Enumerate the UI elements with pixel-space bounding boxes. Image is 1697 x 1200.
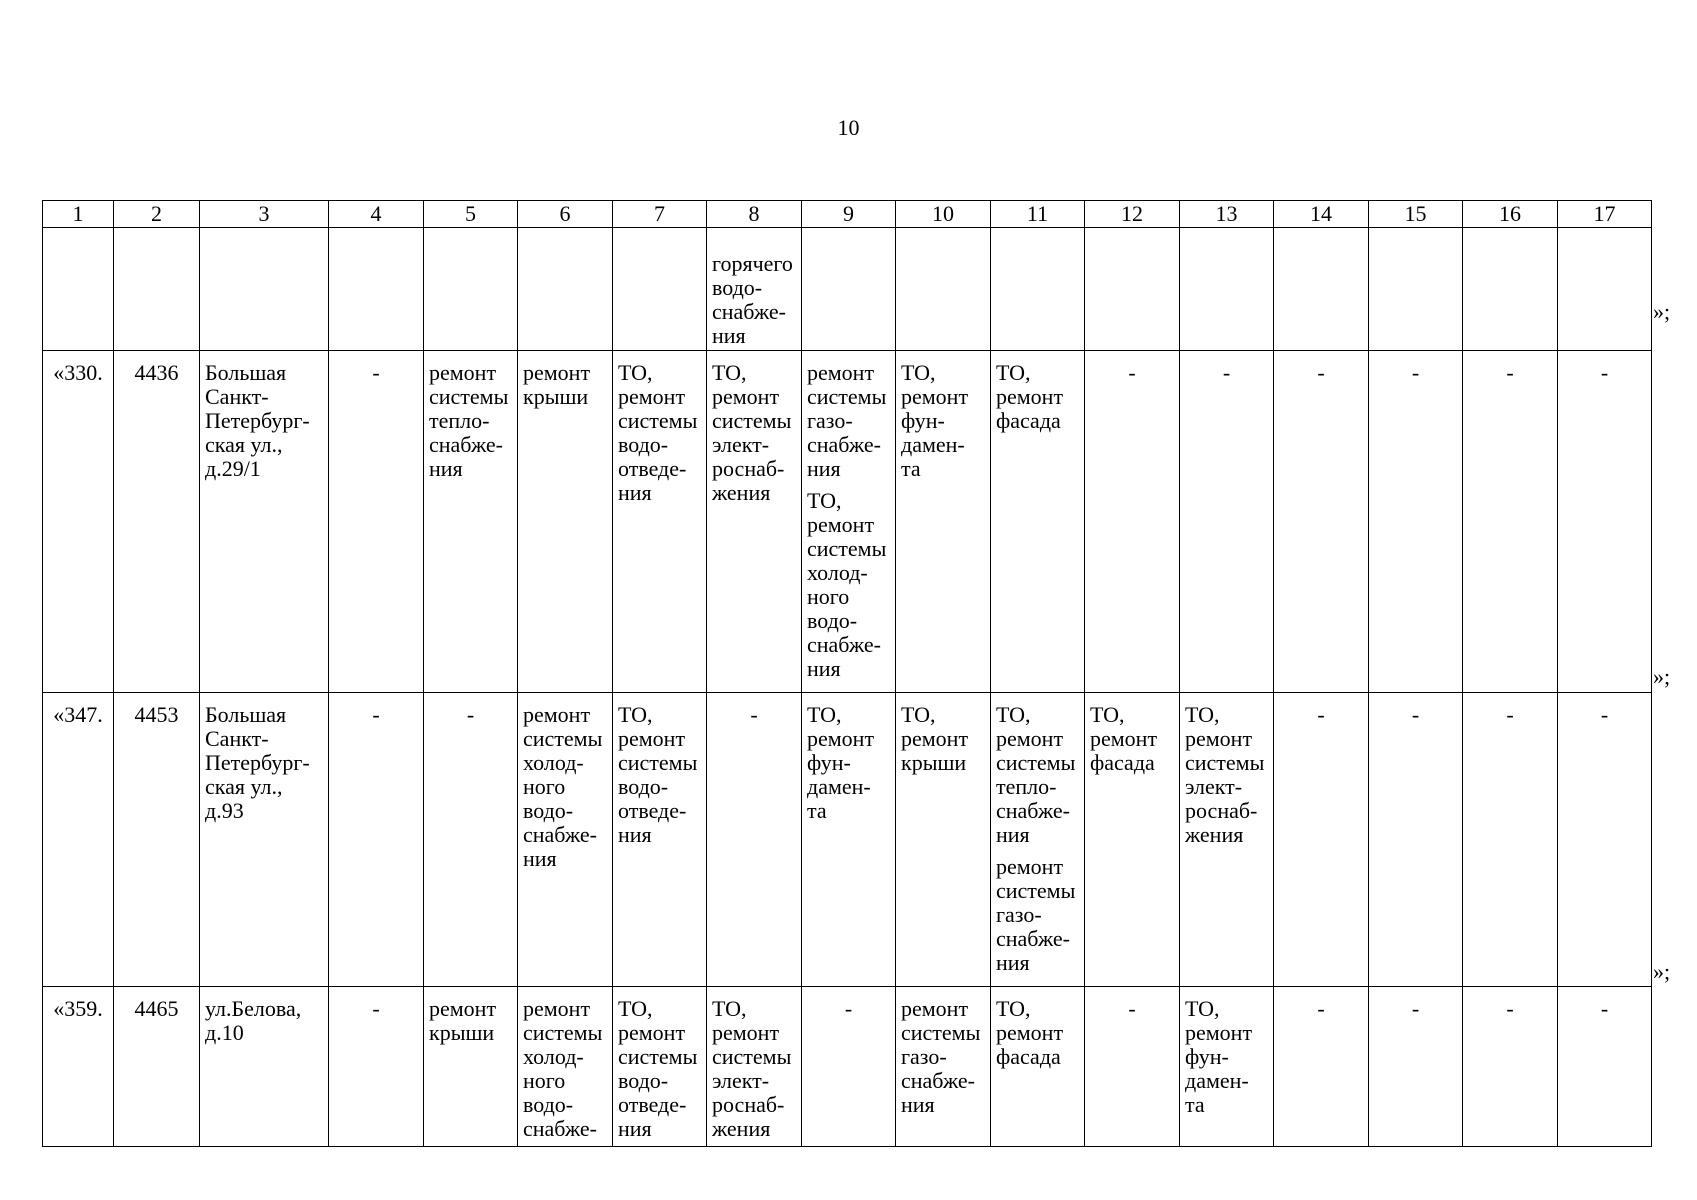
- cell-text-line: водо-: [523, 1092, 574, 1117]
- cell-work-type: [613, 987, 707, 1147]
- cell-text-line: ния: [429, 456, 463, 481]
- cell-text-line: дамен-: [807, 774, 871, 799]
- cell-address: [200, 351, 329, 693]
- cell-text-line: ТО,: [996, 996, 1031, 1021]
- column-number: 6: [518, 201, 613, 228]
- cell-text-line: ремонт: [712, 1020, 780, 1045]
- cell-text-line: д.10: [205, 1020, 244, 1045]
- cell-text-line: ТО,: [807, 488, 842, 513]
- cell-text-line: элект-: [712, 1068, 770, 1093]
- cell-text-line: ремонт: [901, 384, 969, 409]
- cell-work-type: [518, 351, 613, 693]
- column-number: 17: [1558, 201, 1652, 228]
- cell-paragraph: [996, 703, 1079, 847]
- cell-text-line: ремонт: [429, 996, 497, 1021]
- column-number: 4: [329, 201, 424, 228]
- column-number: 16: [1463, 201, 1558, 228]
- cell-text-line: жения: [1185, 822, 1244, 847]
- cell-work-type: -: [329, 987, 424, 1147]
- column-number: 12: [1085, 201, 1180, 228]
- cell-text-line: ремонт: [807, 360, 875, 385]
- cell-text-line: ремонт: [523, 996, 591, 1021]
- cell-text-line: та: [901, 456, 921, 481]
- cell-work-type: [707, 987, 802, 1147]
- repair-schedule-table: [42, 200, 1652, 1147]
- cell-text-line: ремонт: [1185, 726, 1253, 751]
- cell-text-line: Петербург-: [205, 750, 310, 775]
- cell-text-line: системы: [807, 536, 887, 561]
- cell-text-line: системы: [618, 1044, 698, 1069]
- cell-text-line: системы: [807, 384, 887, 409]
- cell-text-line: ТО,: [712, 996, 747, 1021]
- cell-work-type: -: [1463, 987, 1558, 1147]
- cell-text-line: водо-: [618, 1068, 669, 1093]
- cell-text-line: тепло-: [429, 408, 490, 433]
- cell-text-line: отведе-: [618, 456, 687, 481]
- cell-work-type: [424, 987, 518, 1147]
- cell-text-line: системы: [523, 1020, 603, 1045]
- cell-text-line: газо-: [807, 408, 853, 433]
- cell-work-type: [613, 351, 707, 693]
- cell-text-line: ремонт: [523, 702, 591, 727]
- cell-text-line: горячего: [712, 251, 793, 276]
- cell-work-type: [707, 228, 802, 351]
- cell-text-line: снабже-: [807, 432, 881, 457]
- table-row: [43, 987, 1652, 1147]
- cell-text-line: фун-: [807, 750, 851, 775]
- cell-text-line: Петербург-: [205, 408, 310, 433]
- cell-work-type: -: [707, 693, 802, 987]
- cell-address: [200, 693, 329, 987]
- column-number: 3: [200, 201, 329, 228]
- column-number: 14: [1274, 201, 1369, 228]
- cell-text-line: ремонт: [618, 384, 686, 409]
- cell-work-type: -: [1369, 693, 1463, 987]
- cell-text-line: ТО,: [618, 996, 653, 1021]
- cell-text-line: роснаб-: [1185, 798, 1258, 823]
- cell-text-line: системы: [523, 726, 603, 751]
- cell-text-line: снабже-: [807, 632, 881, 657]
- cell-text-line: ремонт: [996, 854, 1064, 879]
- cell-text-line: ремонт: [901, 726, 969, 751]
- row-end-mark: »;: [1653, 959, 1671, 984]
- cell-work-type: -: [329, 693, 424, 987]
- cell-work-type: [991, 693, 1085, 987]
- cell-text-line: Большая: [205, 360, 287, 385]
- column-number: 5: [424, 201, 518, 228]
- cell-text-line: ТО,: [618, 360, 653, 385]
- cell-text-line: крыши: [901, 750, 967, 775]
- cell-paragraph: [996, 855, 1079, 975]
- cell-text-line: та: [1185, 1092, 1205, 1117]
- cell-text-line: ния: [996, 950, 1030, 975]
- cell-text-line: водо-: [618, 774, 669, 799]
- cell-work-type: -: [1180, 351, 1274, 693]
- cell-text-line: фун-: [901, 408, 945, 433]
- cell-text-line: роснаб-: [712, 456, 785, 481]
- cell-text-line: фасада: [1090, 750, 1155, 775]
- cell-text-line: холод-: [523, 750, 584, 775]
- cell-text-line: ния: [807, 656, 841, 681]
- cell-text-line: дамен-: [1185, 1068, 1249, 1093]
- cell-work-type: [896, 693, 991, 987]
- cell-work-type: [424, 351, 518, 693]
- cell-text-line: ремонт: [429, 360, 497, 385]
- cell-work-type: -: [424, 693, 518, 987]
- cell-text-line: ния: [618, 1116, 652, 1141]
- cell-text-line: ремонт: [523, 360, 591, 385]
- cell-text-line: отведе-: [618, 798, 687, 823]
- cell-text-line: ного: [523, 1068, 566, 1093]
- cell-work-type: [991, 351, 1085, 693]
- cell-text-line: ния: [807, 456, 841, 481]
- cell-text-line: ремонт: [1185, 1020, 1253, 1045]
- cell-text-line: системы: [996, 878, 1076, 903]
- cell-work-type: [707, 351, 802, 693]
- cell-text-line: водо-: [712, 275, 763, 300]
- cell-text-line: ремонт: [996, 384, 1064, 409]
- cell-text-line: фасада: [996, 1044, 1061, 1069]
- cell-text-line: газо-: [996, 902, 1042, 927]
- cell-text-line: снабже-: [523, 822, 597, 847]
- cell-work-type: -: [1274, 987, 1369, 1147]
- cell-text-line: водо-: [523, 798, 574, 823]
- cell-text-line: ного: [807, 584, 850, 609]
- column-number: 2: [114, 201, 200, 228]
- row-end-mark: »;: [1653, 299, 1671, 324]
- cell-text-line: д.29/1: [205, 456, 261, 481]
- cell-text-line: ремонт: [807, 512, 875, 537]
- cell-work-type: -: [1274, 351, 1369, 693]
- cell-text-line: ремонт: [807, 726, 875, 751]
- cell-work-type: [1180, 693, 1274, 987]
- column-number: 13: [1180, 201, 1274, 228]
- cell-row-number: «359.: [43, 987, 114, 1147]
- cell-text-line: д.93: [205, 798, 244, 823]
- cell-text-line: ТО,: [901, 702, 936, 727]
- cell-text-line: жения: [712, 1116, 771, 1141]
- cell-text-line: системы: [429, 384, 509, 409]
- cell-text-line: снабже-: [429, 432, 503, 457]
- cell-text-line: ТО,: [807, 702, 842, 727]
- cell-work-type: [613, 693, 707, 987]
- cell-work-type: [1180, 987, 1274, 1147]
- cell-text-line: водо-: [807, 608, 858, 633]
- cell-text-line: ремонт: [1090, 726, 1158, 751]
- cell-work-type: -: [1558, 987, 1652, 1147]
- cell-work-type: [518, 987, 613, 1147]
- cell-text-line: ремонт: [618, 726, 686, 751]
- cell-text-line: ул.Белова,: [205, 996, 302, 1021]
- column-number-row: [43, 201, 1652, 228]
- cell-work-type: [518, 693, 613, 987]
- cell-text-line: дамен-: [901, 432, 965, 457]
- column-number: 15: [1369, 201, 1463, 228]
- cell-code: 4436: [114, 351, 200, 693]
- cell-text-line: фун-: [1185, 1044, 1229, 1069]
- row-end-mark: »;: [1653, 664, 1671, 689]
- cell-text-line: Санкт-: [205, 384, 269, 409]
- cell-text-line: ного: [523, 774, 566, 799]
- cell-text-line: системы: [712, 408, 792, 433]
- cell-text-line: системы: [1185, 750, 1265, 775]
- cell-paragraph: [807, 489, 890, 681]
- cell-text-line: ТО,: [996, 702, 1031, 727]
- column-number: 10: [896, 201, 991, 228]
- column-number: 9: [802, 201, 896, 228]
- cell-work-type: -: [1085, 987, 1180, 1147]
- page-number: 10: [837, 115, 860, 140]
- cell-code: 4453: [114, 693, 200, 987]
- cell-text-line: снабже-: [996, 798, 1070, 823]
- table-row: [43, 351, 1652, 693]
- cell-text-line: ТО,: [996, 360, 1031, 385]
- cell-work-type: -: [1463, 693, 1558, 987]
- cell-work-type: [896, 351, 991, 693]
- cell-work-type: -: [329, 351, 424, 693]
- cell-text-line: ремонт: [712, 384, 780, 409]
- cell-work-type: -: [1369, 987, 1463, 1147]
- cell-work-type: -: [1085, 351, 1180, 693]
- cell-text-line: системы: [712, 1044, 792, 1069]
- cell-paragraph: [807, 361, 890, 481]
- cell-text-line: ТО,: [1185, 996, 1220, 1021]
- column-number: 11: [991, 201, 1085, 228]
- cell-text-line: ремонт: [901, 996, 969, 1021]
- cell-text-line: газо-: [901, 1044, 947, 1069]
- table-row: [43, 228, 1652, 351]
- cell-row-number: «330.: [43, 351, 114, 693]
- cell-text-line: ния: [901, 1092, 935, 1117]
- cell-text-line: ремонт: [618, 1020, 686, 1045]
- cell-work-type: -: [1558, 351, 1652, 693]
- cell-text-line: снабже-: [523, 1116, 597, 1141]
- cell-text-line: водо-: [618, 432, 669, 457]
- cell-work-type: [802, 693, 896, 987]
- column-number: 8: [707, 201, 802, 228]
- cell-text-line: та: [807, 798, 827, 823]
- cell-text-line: ТО,: [901, 360, 936, 385]
- cell-text-line: системы: [901, 1020, 981, 1045]
- cell-work-type: -: [1274, 693, 1369, 987]
- column-number: 7: [613, 201, 707, 228]
- cell-text-line: элект-: [712, 432, 770, 457]
- cell-text-line: системы: [996, 750, 1076, 775]
- cell-work-type: [802, 351, 896, 693]
- cell-text-line: ТО,: [1185, 702, 1220, 727]
- cell-text-line: ТО,: [712, 360, 747, 385]
- cell-work-type: [1085, 693, 1180, 987]
- cell-text-line: снабже-: [901, 1068, 975, 1093]
- cell-text-line: холод-: [523, 1044, 584, 1069]
- cell-work-type: -: [1558, 693, 1652, 987]
- cell-text-line: жения: [712, 480, 771, 505]
- cell-text-line: роснаб-: [712, 1092, 785, 1117]
- cell-work-type: [896, 987, 991, 1147]
- table-row: [43, 693, 1652, 987]
- cell-text-line: ская ул.,: [205, 432, 283, 457]
- cell-row-number: «347.: [43, 693, 114, 987]
- cell-work-type: -: [802, 987, 896, 1147]
- cell-text-line: ТО,: [618, 702, 653, 727]
- cell-text-line: ТО,: [1090, 702, 1125, 727]
- cell-work-type: -: [1463, 351, 1558, 693]
- cell-text-line: ремонт: [996, 1020, 1064, 1045]
- cell-text-line: ская ул.,: [205, 774, 283, 799]
- cell-text-line: ния: [618, 480, 652, 505]
- cell-text-line: ния: [523, 846, 557, 871]
- cell-text-line: снабже-: [712, 299, 786, 324]
- cell-text-line: снабже-: [996, 926, 1070, 951]
- cell-text-line: Большая: [205, 702, 287, 727]
- cell-text-line: системы: [618, 408, 698, 433]
- cell-code: 4465: [114, 987, 200, 1147]
- cell-text-line: элект-: [1185, 774, 1243, 799]
- cell-text-line: ремонт: [996, 726, 1064, 751]
- cell-text-line: холод-: [807, 560, 868, 585]
- cell-text-line: ния: [712, 323, 746, 348]
- cell-text-line: ния: [996, 822, 1030, 847]
- cell-text-line: отведе-: [618, 1092, 687, 1117]
- cell-address: [200, 987, 329, 1147]
- cell-text-line: крыши: [523, 384, 589, 409]
- cell-text-line: фасада: [996, 408, 1061, 433]
- cell-work-type: [991, 987, 1085, 1147]
- cell-text-line: крыши: [429, 1020, 495, 1045]
- column-number: 1: [43, 201, 114, 228]
- cell-text-line: тепло-: [996, 774, 1057, 799]
- cell-work-type: -: [1369, 351, 1463, 693]
- cell-text-line: системы: [618, 750, 698, 775]
- cell-text-line: ния: [618, 822, 652, 847]
- cell-text-line: Санкт-: [205, 726, 269, 751]
